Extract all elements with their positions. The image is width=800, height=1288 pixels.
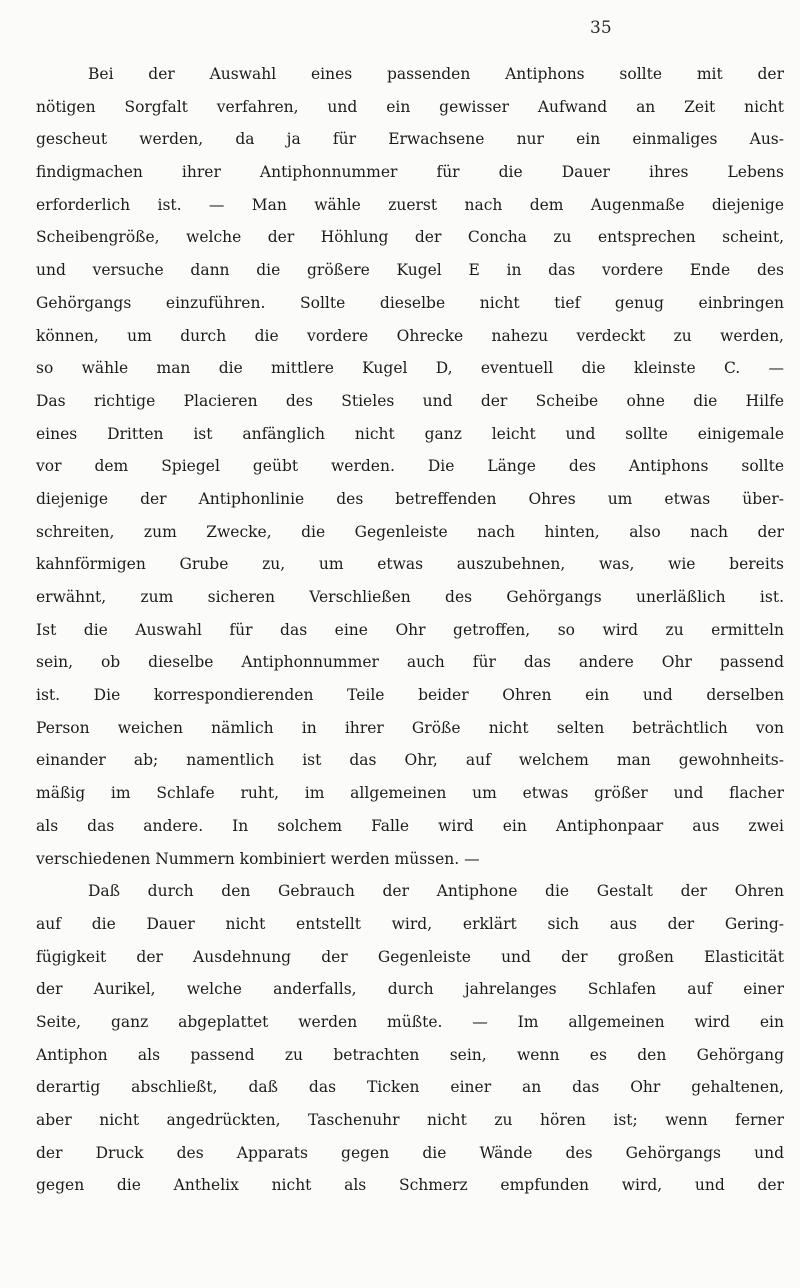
text-line: mäßig im Schlafe ruht, im allgemeinen um etwas größer und flacher — [36, 784, 784, 803]
text-line: Das richtige Placieren des Stieles und der Scheibe ohne die Hilfe — [36, 391, 784, 410]
text-line: diejenige der Antiphonlinie des betreffenden Ohres um etwas über- — [36, 489, 784, 508]
text-line: können, um durch die vordere Ohrecke nahezu verdeckt zu werden, — [36, 326, 784, 345]
text-line: Bei der Auswahl eines passenden Antiphons sollte mit der — [88, 65, 784, 83]
text-line: Ist die Auswahl für das eine Ohr getroffen, so wird zu ermitteln — [36, 620, 784, 639]
text-line: der Aurikel, welche anderfalls, durch jahrelanges Schlafen auf einer — [36, 980, 784, 999]
text-line: Person weichen nämlich in ihrer Größe nicht selten beträchtlich von — [36, 718, 784, 737]
text-line: und versuche dann die größere Kugel E in das vordere Ende des — [36, 261, 784, 280]
text-line: fügigkeit der Ausdehnung der Gegenleiste und der großen Elasticität — [36, 947, 784, 966]
text-line: so wähle man die mittlere Kugel D, eventuell die kleinste C. — — [36, 359, 784, 378]
text-line: gescheut werden, da ja für Erwachsene nur ein einmaliges Aus- — [36, 130, 784, 149]
text-line: Seite, ganz abgeplattet werden müßte. — Im allgemeinen wird ein — [36, 1012, 784, 1031]
text-line: Antiphon als passend zu betrachten sein, wenn es den Gehörgang — [36, 1045, 784, 1064]
text-line: eines Dritten ist anfänglich nicht ganz leicht und sollte einigemale — [36, 424, 784, 443]
text-line: kahnförmigen Grube zu, um etwas auszubehnen, was, wie bereits — [36, 555, 784, 574]
text-line: vor dem Spiegel geübt werden. Die Länge des Antiphons sollte — [36, 457, 784, 476]
text-line: Daß durch den Gebrauch der Antiphone die Gestalt der Ohren — [88, 882, 784, 901]
text-line: ist. Die korrespondierenden Teile beider Ohren ein und derselben — [36, 686, 784, 705]
text-line: verschiedenen Nummern kombiniert werden müssen. — — [36, 849, 480, 868]
page-number: 35 — [590, 18, 612, 38]
text-line: auf die Dauer nicht entstellt wird, erklärt sich aus der Gering- — [36, 914, 784, 933]
text-line: findigmachen ihrer Antiphonnummer für die Dauer ihres Lebens — [36, 163, 784, 182]
body-text — [36, 58, 784, 1202]
text-line: sein, ob dieselbe Antiphonnummer auch für das andere Ohr passend — [36, 653, 784, 672]
text-line: der Druck des Apparats gegen die Wände des Gehörgangs und — [36, 1143, 784, 1162]
text-line: als das andere. In solchem Falle wird ein Antiphonpaar aus zwei — [36, 816, 784, 835]
text-line: Gehörgangs einzuführen. Sollte dieselbe nicht tief genug einbringen — [36, 293, 784, 312]
text-line: einander ab; namentlich ist das Ohr, auf welchem man gewohnheits- — [36, 751, 784, 770]
text-line: aber nicht angedrückten, Taschenuhr nicht zu hören ist; wenn ferner — [36, 1111, 784, 1129]
text-line: schreiten, zum Zwecke, die Gegenleiste nach hinten, also nach der — [36, 522, 784, 541]
text-line: nötigen Sorgfalt verfahren, und ein gewisser Aufwand an Zeit nicht — [36, 97, 784, 116]
text-line: erwähnt, zum sicheren Verschließen des Gehörgangs unerläßlich ist. — [36, 588, 784, 606]
text-line: gegen die Anthelix nicht als Schmerz empfunden wird, und der — [36, 1176, 784, 1195]
text-line: derartig abschließt, daß das Ticken einer an das Ohr gehaltenen, — [36, 1078, 784, 1097]
text-line: erforderlich ist. — Man wähle zuerst nach dem Augenmaße diejenige — [36, 195, 784, 214]
text-line: Scheibengröße, welche der Höhlung der Concha zu entsprechen scheint, — [36, 228, 784, 247]
